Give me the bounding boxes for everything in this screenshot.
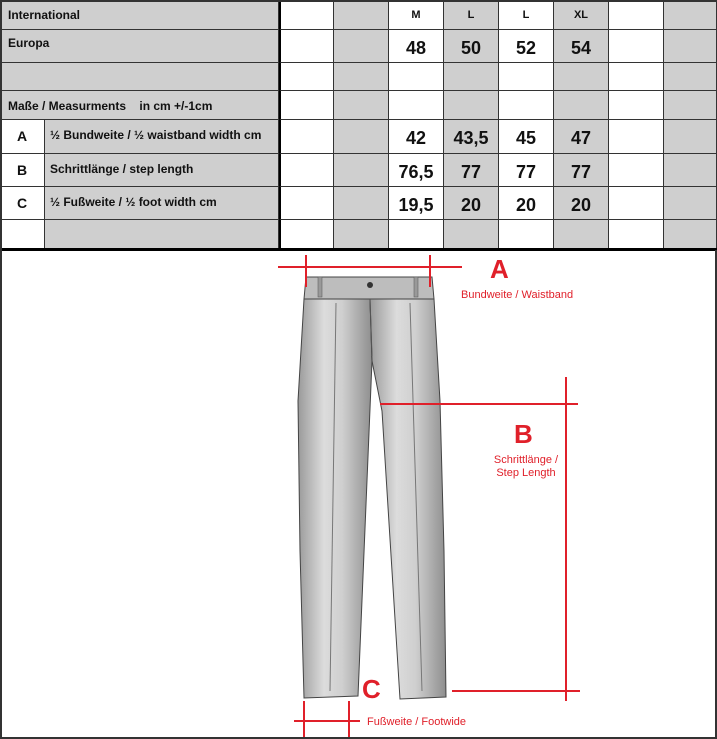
trousers-illustration bbox=[0, 251, 717, 737]
marker-b-caption bbox=[490, 454, 562, 480]
row-c-description: ½ Fußweite / ½ foot width cm bbox=[45, 187, 279, 220]
marker-c-letter: C bbox=[362, 674, 381, 704]
row-a-value: 43,5 bbox=[444, 120, 499, 154]
row-a-value: 42 bbox=[389, 120, 444, 154]
row-a-description: ½ Bundweite / ½ waistband width cm bbox=[45, 120, 279, 154]
row-c-letter: C bbox=[0, 187, 45, 220]
size-header-xl: XL bbox=[554, 0, 609, 30]
row-a-value: 45 bbox=[499, 120, 554, 154]
europa-value: 48 bbox=[389, 30, 444, 63]
marker-b-letter: B bbox=[514, 419, 533, 449]
row-b-value: 77 bbox=[554, 154, 609, 187]
trousers-icon bbox=[298, 277, 446, 699]
row-b-description: Schrittlänge / step length bbox=[45, 154, 279, 187]
europa-label: Europa bbox=[0, 30, 279, 63]
row-a-letter: A bbox=[0, 120, 45, 154]
row-b-value: 76,5 bbox=[389, 154, 444, 187]
row-c-value: 20 bbox=[554, 187, 609, 220]
row-a-value: 47 bbox=[554, 120, 609, 154]
size-table bbox=[0, 0, 717, 250]
marker-c-caption: Fußweite / Footwide bbox=[367, 716, 467, 728]
row-c-value: 19,5 bbox=[389, 187, 444, 220]
row-b-letter: B bbox=[0, 154, 45, 187]
row-c-value: 20 bbox=[499, 187, 554, 220]
size-header-l2: L bbox=[499, 0, 554, 30]
europa-value: 50 bbox=[444, 30, 499, 63]
marker-b-caption-line2: Step Length bbox=[496, 467, 556, 479]
size-header-l: L bbox=[444, 0, 499, 30]
measurements-label: Maße / Measurments in cm +/-1cm bbox=[0, 91, 279, 120]
marker-a-letter: A bbox=[490, 254, 509, 284]
europa-value: 54 bbox=[554, 30, 609, 63]
row-b-value: 77 bbox=[499, 154, 554, 187]
row-b-value: 77 bbox=[444, 154, 499, 187]
europa-value: 52 bbox=[499, 30, 554, 63]
international-label: International bbox=[0, 0, 279, 30]
marker-b-caption-line1: Schrittlänge / bbox=[493, 454, 559, 466]
size-header-m: M bbox=[389, 0, 444, 30]
row-c-value: 20 bbox=[444, 187, 499, 220]
marker-a-caption: Bundweite / Waistband bbox=[461, 289, 574, 301]
foot-width-marker bbox=[294, 701, 360, 737]
measurement-diagram bbox=[0, 251, 717, 737]
